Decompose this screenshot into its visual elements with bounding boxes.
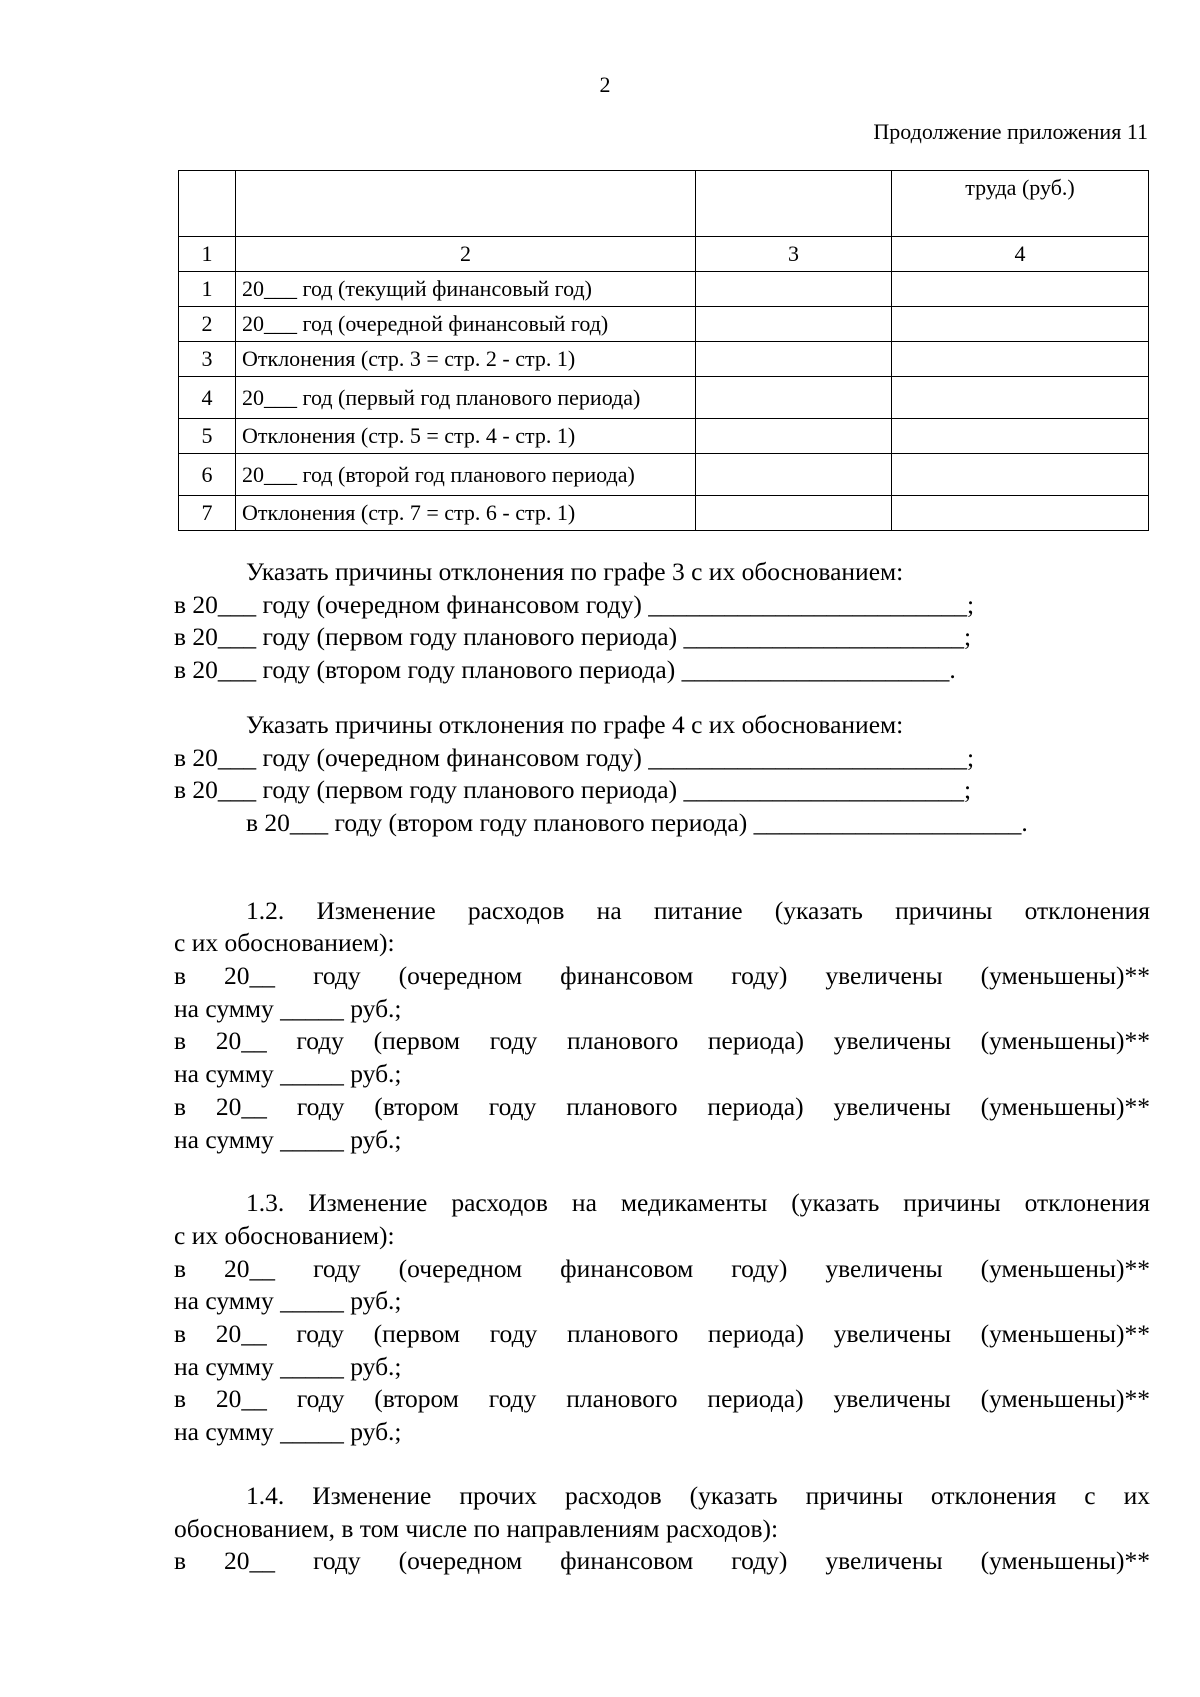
row-number: 6 [179,454,236,496]
row-label: 20___ год (текущий финансовый год) [236,272,696,307]
section-1-3-title-cont: с их обоснованием): [174,1220,395,1250]
block4-line: в 20___ году (очередном финансовом году) _________________________; [174,742,975,772]
section-1-2-line: на сумму _____ руб.; [174,1124,402,1154]
table-cell [892,454,1149,496]
table-cell [696,419,892,454]
section-1-4-line: в 20__ году (очередном финансовом году) увеличены (уменьшены)** [174,1546,1150,1576]
section-1-3-line: на сумму _____ руб.; [174,1417,402,1447]
section-1-3-line: в 20__ году (первом году планового периода) увеличены (уменьшены)** [174,1319,1150,1349]
table-row [179,272,1149,307]
table-cell [892,272,1149,307]
row-number: 5 [179,419,236,454]
row-number: 1 [179,272,236,307]
row-number: 7 [179,496,236,531]
row-number: 2 [179,307,236,342]
col-number: 4 [892,237,1149,272]
continuation-label: Продолжение приложения 11 [873,119,1148,144]
table-cell [892,342,1149,377]
section-1-4-title: 1.4. Изменение прочих расходов (указать причины отклонения с их [246,1480,1150,1510]
table-row [179,496,1149,531]
section-1-2-title: 1.2. Изменение расходов на питание (указать причины отклонения [246,895,1150,925]
row-label: Отклонения (стр. 7 = стр. 6 - стр. 1) [236,496,696,531]
page-number: 2 [599,72,611,97]
table-cell [696,272,892,307]
table-cell [696,342,892,377]
block3-line: в 20___ году (втором году планового периода) _____________________. [174,655,956,685]
block4-line: в 20___ году (втором году планового периода) _____________________. [246,807,1028,837]
section-1-3-line: в 20__ году (очередном финансовом году) увеличены (уменьшены)** [174,1253,1150,1283]
section-1-3-line: в 20__ году (втором году планового периода) увеличены (уменьшены)** [174,1384,1150,1414]
block3-line: в 20___ году (очередном финансовом году) _________________________; [174,589,975,619]
col-number: 1 [179,237,236,272]
block3-line: в 20___ году (первом году планового периода) ______________________; [174,622,972,652]
row-label: Отклонения (стр. 3 = стр. 2 - стр. 1) [236,342,696,377]
section-1-3-line: на сумму _____ руб.; [174,1286,402,1316]
table-row [179,377,1149,419]
data-table [178,170,1149,531]
table-cell [179,171,236,237]
column-number-row [179,237,1149,272]
table-cell [696,307,892,342]
section-1-2-title-cont: с их обоснованием): [174,928,395,958]
table-header-row [179,171,1149,237]
section-1-2-line: на сумму _____ руб.; [174,993,402,1023]
table-cell [236,171,696,237]
block4-heading: Указать причины отклонения по графе 4 с их обоснованием: [246,709,904,739]
table-cell [892,377,1149,419]
table-cell [892,419,1149,454]
section-1-2-line: в 20__ году (втором году планового периода) увеличены (уменьшены)** [174,1091,1150,1121]
section-1-4-title-cont: обоснованием, в том числе по направлениям расходов): [174,1513,779,1543]
row-number: 4 [179,377,236,419]
table-row [179,419,1149,454]
section-1-2-line: в 20__ году (первом году планового периода) увеличены (уменьшены)** [174,1026,1150,1056]
section-1-3-title: 1.3. Изменение расходов на медикаменты (указать причины отклонения [246,1188,1150,1218]
row-label: 20___ год (второй год планового периода) [236,454,696,496]
section-1-2-line: в 20__ году (очередном финансовом году) увеличены (уменьшены)** [174,961,1150,991]
header-col4: труда (руб.) [892,171,1149,237]
table-cell [892,496,1149,531]
table-row [179,307,1149,342]
row-label: 20___ год (очередной финансовый год) [236,307,696,342]
table-cell [696,171,892,237]
table-cell [696,496,892,531]
table-cell [696,377,892,419]
table-cell [892,307,1149,342]
block3-heading: Указать причины отклонения по графе 3 с их обоснованием: [246,557,904,586]
section-1-3-line: на сумму _____ руб.; [174,1351,402,1381]
col-number: 3 [696,237,892,272]
row-number: 3 [179,342,236,377]
document-body [174,556,1150,1578]
row-label: 20___ год (первый год планового периода) [236,377,696,419]
block4-line: в 20___ году (первом году планового периода) ______________________; [174,775,972,805]
col-number: 2 [236,237,696,272]
table-cell [696,454,892,496]
row-label: Отклонения (стр. 5 = стр. 4 - стр. 1) [236,419,696,454]
table-row [179,454,1149,496]
section-1-2-line: на сумму _____ руб.; [174,1059,402,1089]
table-row [179,342,1149,377]
